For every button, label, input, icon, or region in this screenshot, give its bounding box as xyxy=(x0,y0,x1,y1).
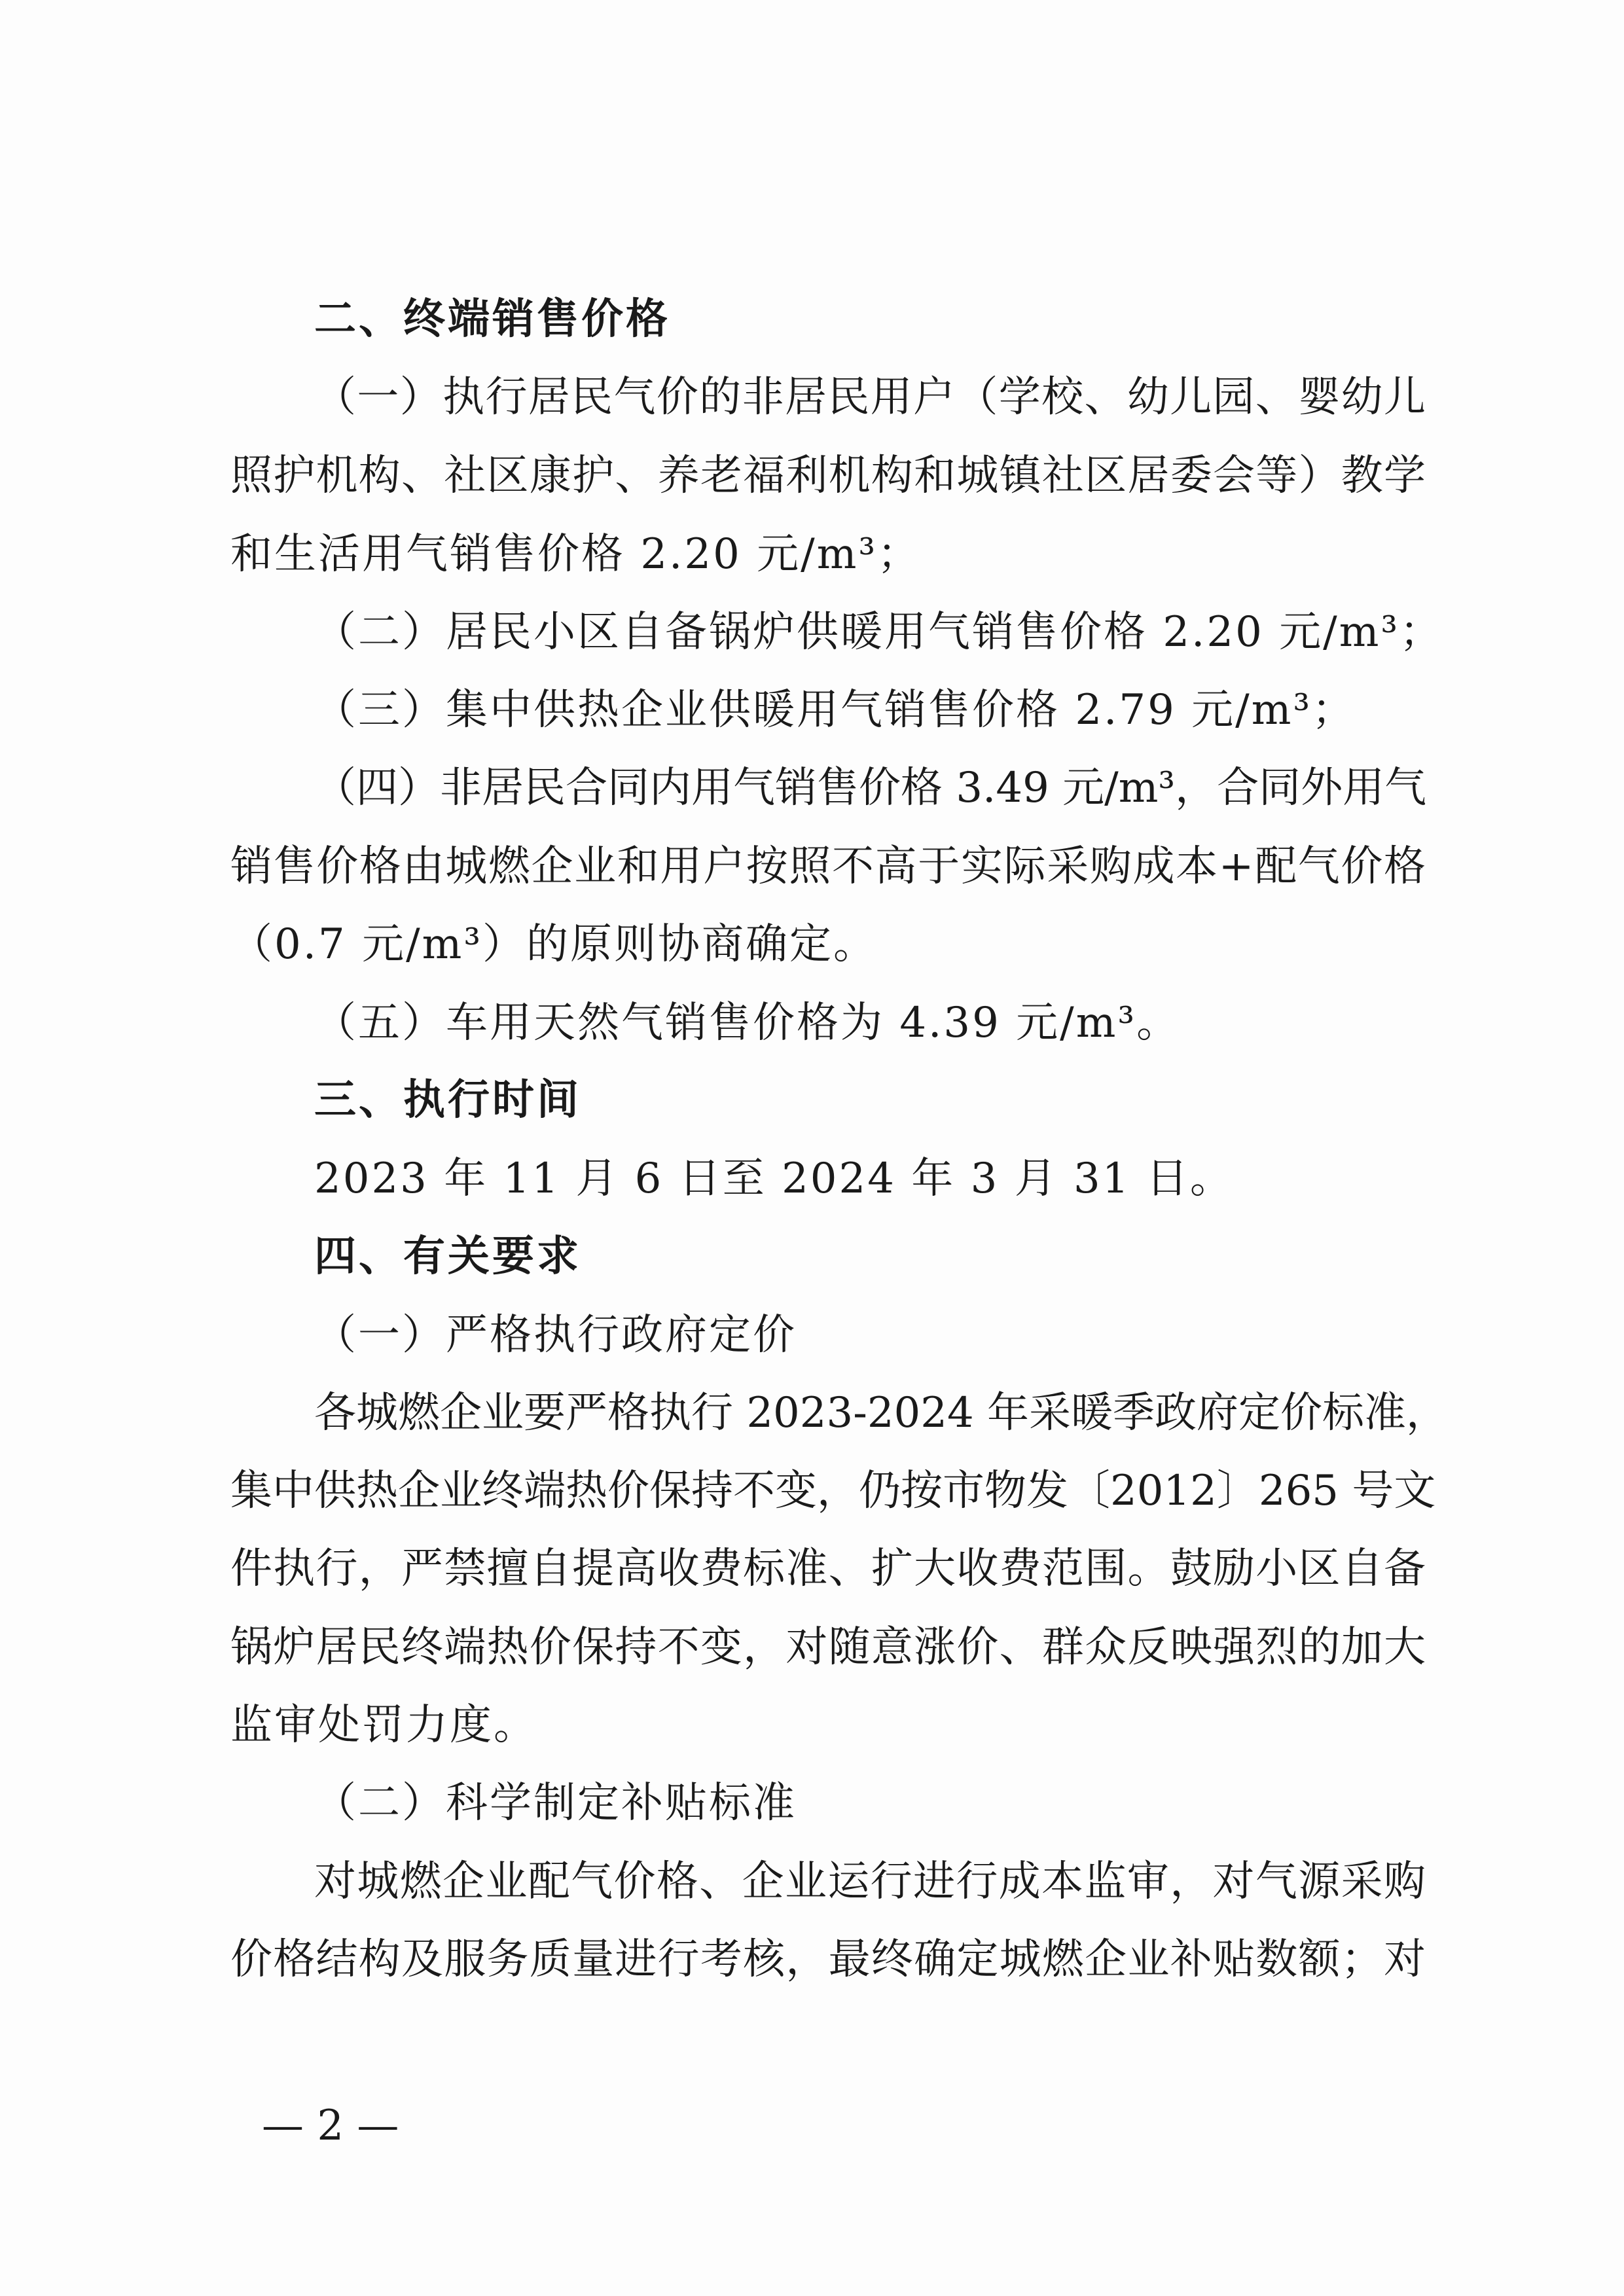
paragraph-line: 和生活用气销售价格 2.20 元/m³； xyxy=(230,530,922,579)
paragraph-line: （0.7 元/m³）的原则协商确定。 xyxy=(230,920,878,969)
paragraph-line: 照护机构、社区康护、养老福利机构和城镇社区居委会等）教学 xyxy=(230,452,1426,500)
paragraph-line: （一）执行居民气价的非居民用户（学校、幼儿园、婴幼儿 xyxy=(314,373,1426,422)
paragraph-line: 价格结构及服务质量进行考核，最终确定城燃企业补贴数额；对 xyxy=(230,1935,1426,1984)
paragraph-line: 2023 年 11 月 6 日至 2024 年 3 月 31 日。 xyxy=(314,1155,1234,1203)
paragraph-line: 销售价格由城燃企业和用户按照不高于实际采购成本+配气价格 xyxy=(230,842,1426,891)
page-number: — 2 — xyxy=(262,2102,399,2150)
paragraph-line: （四）非居民合同内用气销售价格 3.49 元/m³，合同外用气 xyxy=(314,764,1427,812)
paragraph-line: 锅炉居民终端热价保持不变，对随意涨价、群众反映强烈的加大 xyxy=(230,1623,1426,1672)
subsection-heading: （一）严格执行政府定价 xyxy=(314,1311,797,1359)
paragraph-line: 对城燃企业配气价格、企业运行进行成本监审，对气源采购 xyxy=(314,1857,1426,1906)
paragraph-line: （五）车用天然气销售价格为 4.39 元/m³。 xyxy=(314,999,1181,1047)
section-heading-2: 二、终端销售价格 xyxy=(314,295,670,344)
paragraph-line: （二）居民小区自备锅炉供暖用气销售价格 2.20 元/m³； xyxy=(314,608,1444,656)
paragraph-line: 各城燃企业要严格执行 2023-2024 年采暖季政府定价标准， xyxy=(314,1389,1449,1437)
subsection-heading: （二）科学制定补贴标准 xyxy=(314,1779,797,1827)
paragraph-line: 监审处罚力度。 xyxy=(230,1701,537,1749)
paragraph-line: 件执行，严禁擅自提高收费标准、扩大收费范围。鼓励小区自备 xyxy=(230,1545,1426,1593)
paragraph-line: （三）集中供热企业供暖用气销售价格 2.79 元/m³； xyxy=(314,686,1356,734)
section-heading-3: 三、执行时间 xyxy=(314,1076,581,1124)
section-heading-4: 四、有关要求 xyxy=(314,1232,581,1281)
paragraph-line: 集中供热企业终端热价保持不变，仍按市物发〔2012〕265 号文 xyxy=(230,1467,1436,1515)
